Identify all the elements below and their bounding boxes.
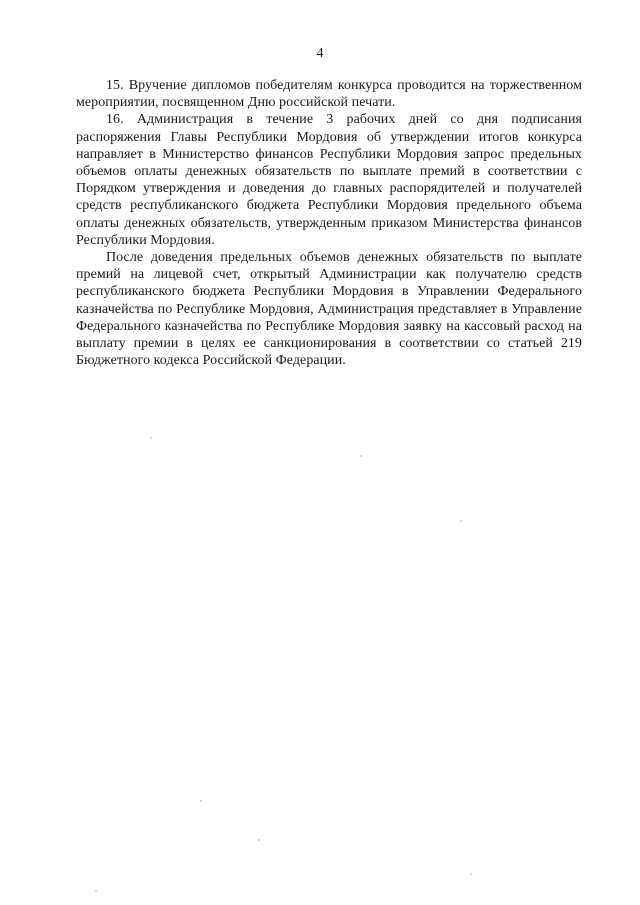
page-number: 4 [316, 46, 324, 61]
scan-speck [95, 890, 97, 892]
paragraph-15: 15. Вручение дипломов победителям конкурса проводится на торжественном мероприятии, посвященном Дню российской печати. [76, 78, 582, 111]
scan-speck [200, 800, 202, 802]
document-body [76, 77, 582, 369]
scan-speck [460, 520, 462, 522]
scan-speck [258, 839, 260, 841]
paragraph-16: 16. Администрация в течение 3 рабочих дней со дня подписания распоряжения Главы Республики Мордовия об утверждении итогов конкурса направляет в Министерство финансов Республики Мордовия запрос предельных объемов оплаты денежных обязательств по выплате премий в соответствии с Порядком утверждения и доведения до главных распорядителей и получателей средств республиканского бюджета Республики Мордовия предельного объема оплаты денежных обязательств, утвержденным приказом Министерства финансов Республики Мордовия. [76, 112, 582, 248]
paragraph-16-continuation: После доведения предельных объемов денежных обязательств по выплате премий на лицевой счет, открытый Администрации как получателю средств республиканского бюджета Республики Мордовия в Управлении Федерального казначейства по Республике Мордовия, Администрация представляет в Управление Федерального казначейства по Республике Мордовия заявку на кассовый расход на выплату премии в целях ее санкционирования в соответствии со статьей 219 Бюджетного кодекса Российской Федерации. [76, 250, 582, 369]
scan-speck [360, 455, 362, 457]
scan-speck [470, 873, 472, 875]
scan-speck [150, 437, 152, 439]
